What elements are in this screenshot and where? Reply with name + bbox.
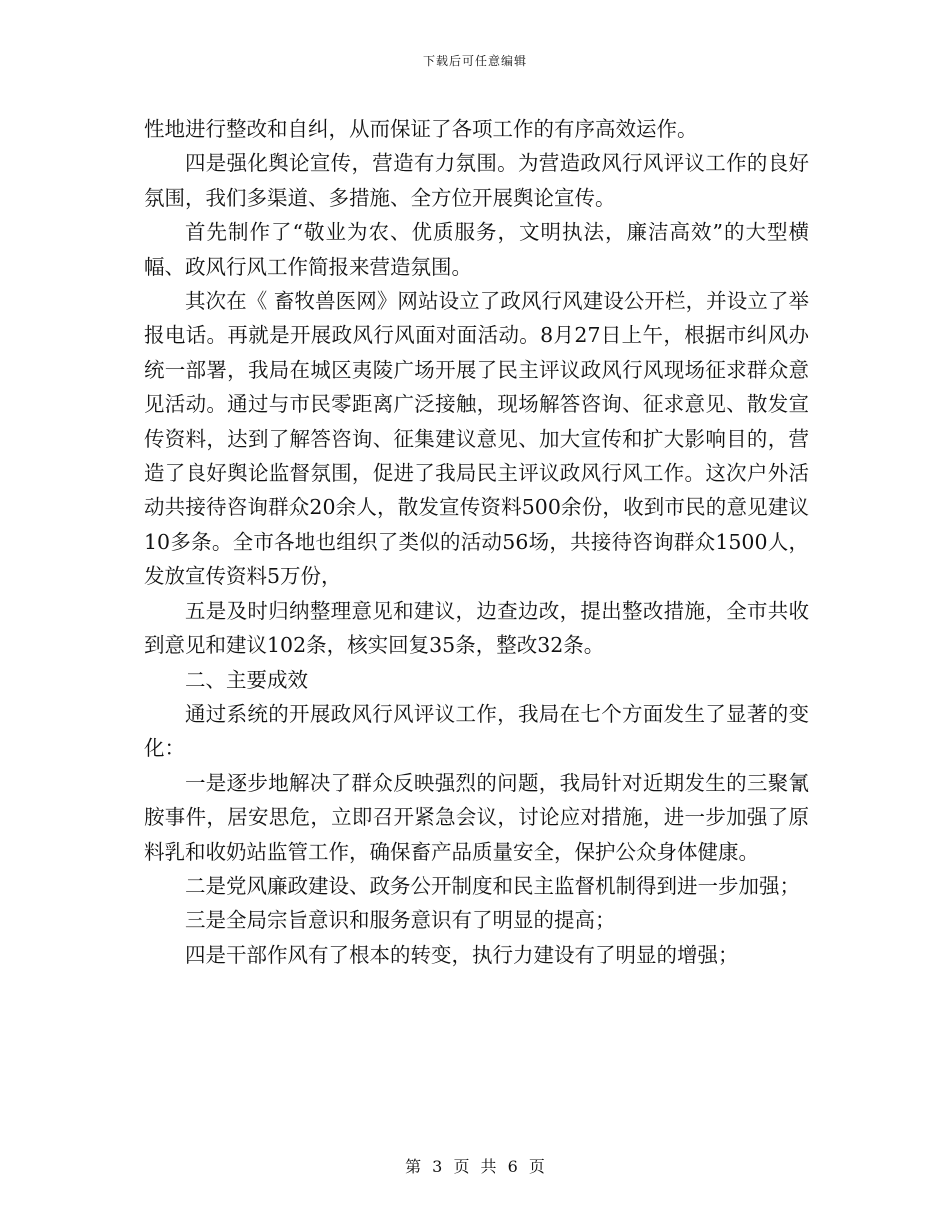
download-editable-note: 下载后可任意编辑 <box>422 54 527 68</box>
paragraph-result-four: 四是干部作风有了根本的转变，执行力建设有了明显的增强； <box>185 942 739 967</box>
section-heading-main-results: 二、主要成效 <box>185 667 308 692</box>
paragraph-second-measure: 其次在《 畜牧兽医网》网站设立了政风行风建设公开栏，并设立了举报电话。再就是开展政风行风面对面活动。8月27日上午，根据市纠风办统一部署，我局在城区夷陵广场开展了民主评议政风行风现场征求群众意见活动。通过与市民零距离广泛接触，现场解答咨询、征求意见、散发宣传资料，达到了解答咨询、征集建议意见、加大宣传和扩大影响目的，营造了良好舆论监督氛围，促进了我局民主评议政风行风工作。这次户外活动共接待咨询群众20余人，散发宣传资料500余份，收到市民的意见建议10多条。全市各地也组织了类似的活动56场，共接待咨询群众1500人，发放宣传资料5万份， <box>144 289 809 589</box>
paragraph-item-five: 五是及时归纳整理意见和建议，边查边改，提出整改措施，全市共收到意见和建议102条，核实回复35条，整改32条。 <box>144 598 809 658</box>
paragraph-results-intro: 通过系统的开展政风行风评议工作，我局在七个方面发生了显著的变化： <box>144 701 809 761</box>
paragraph-result-three: 三是全局宗旨意识和服务意识有了明显的提高； <box>185 908 616 933</box>
paragraph-first-measure: 首先制作了“敬业为农、优质服务，文明执法，廉洁高效”的大型横幅、政风行风工作简报来营造氛围。 <box>144 220 809 279</box>
paragraph-result-two: 二是党风廉政建设、政务公开制度和民主监督机制得到进一步加强； <box>185 873 800 898</box>
document-body <box>144 112 809 972</box>
page-number: 第 3 页 共 6 页 <box>405 1157 545 1176</box>
paragraph-result-one: 一是逐步地解决了群众反映强烈的问题，我局针对近期发生的三聚氰胺事件，居安思危，立即召开紧急会议，讨论应对措施，进一步加强了原料乳和收奶站监管工作，确保畜产品质量安全，保护公众身体健康。 <box>144 770 809 864</box>
paragraph-continuation: 性地进行整改和自纠，从而保证了各项工作的有序高效运作。 <box>144 117 698 141</box>
paragraph-item-four: 四是强化舆论宣传，营造有力氛围。为营造政风行风评议工作的良好氛围，我们多渠道、多措施、全方位开展舆论宣传。 <box>144 151 809 210</box>
